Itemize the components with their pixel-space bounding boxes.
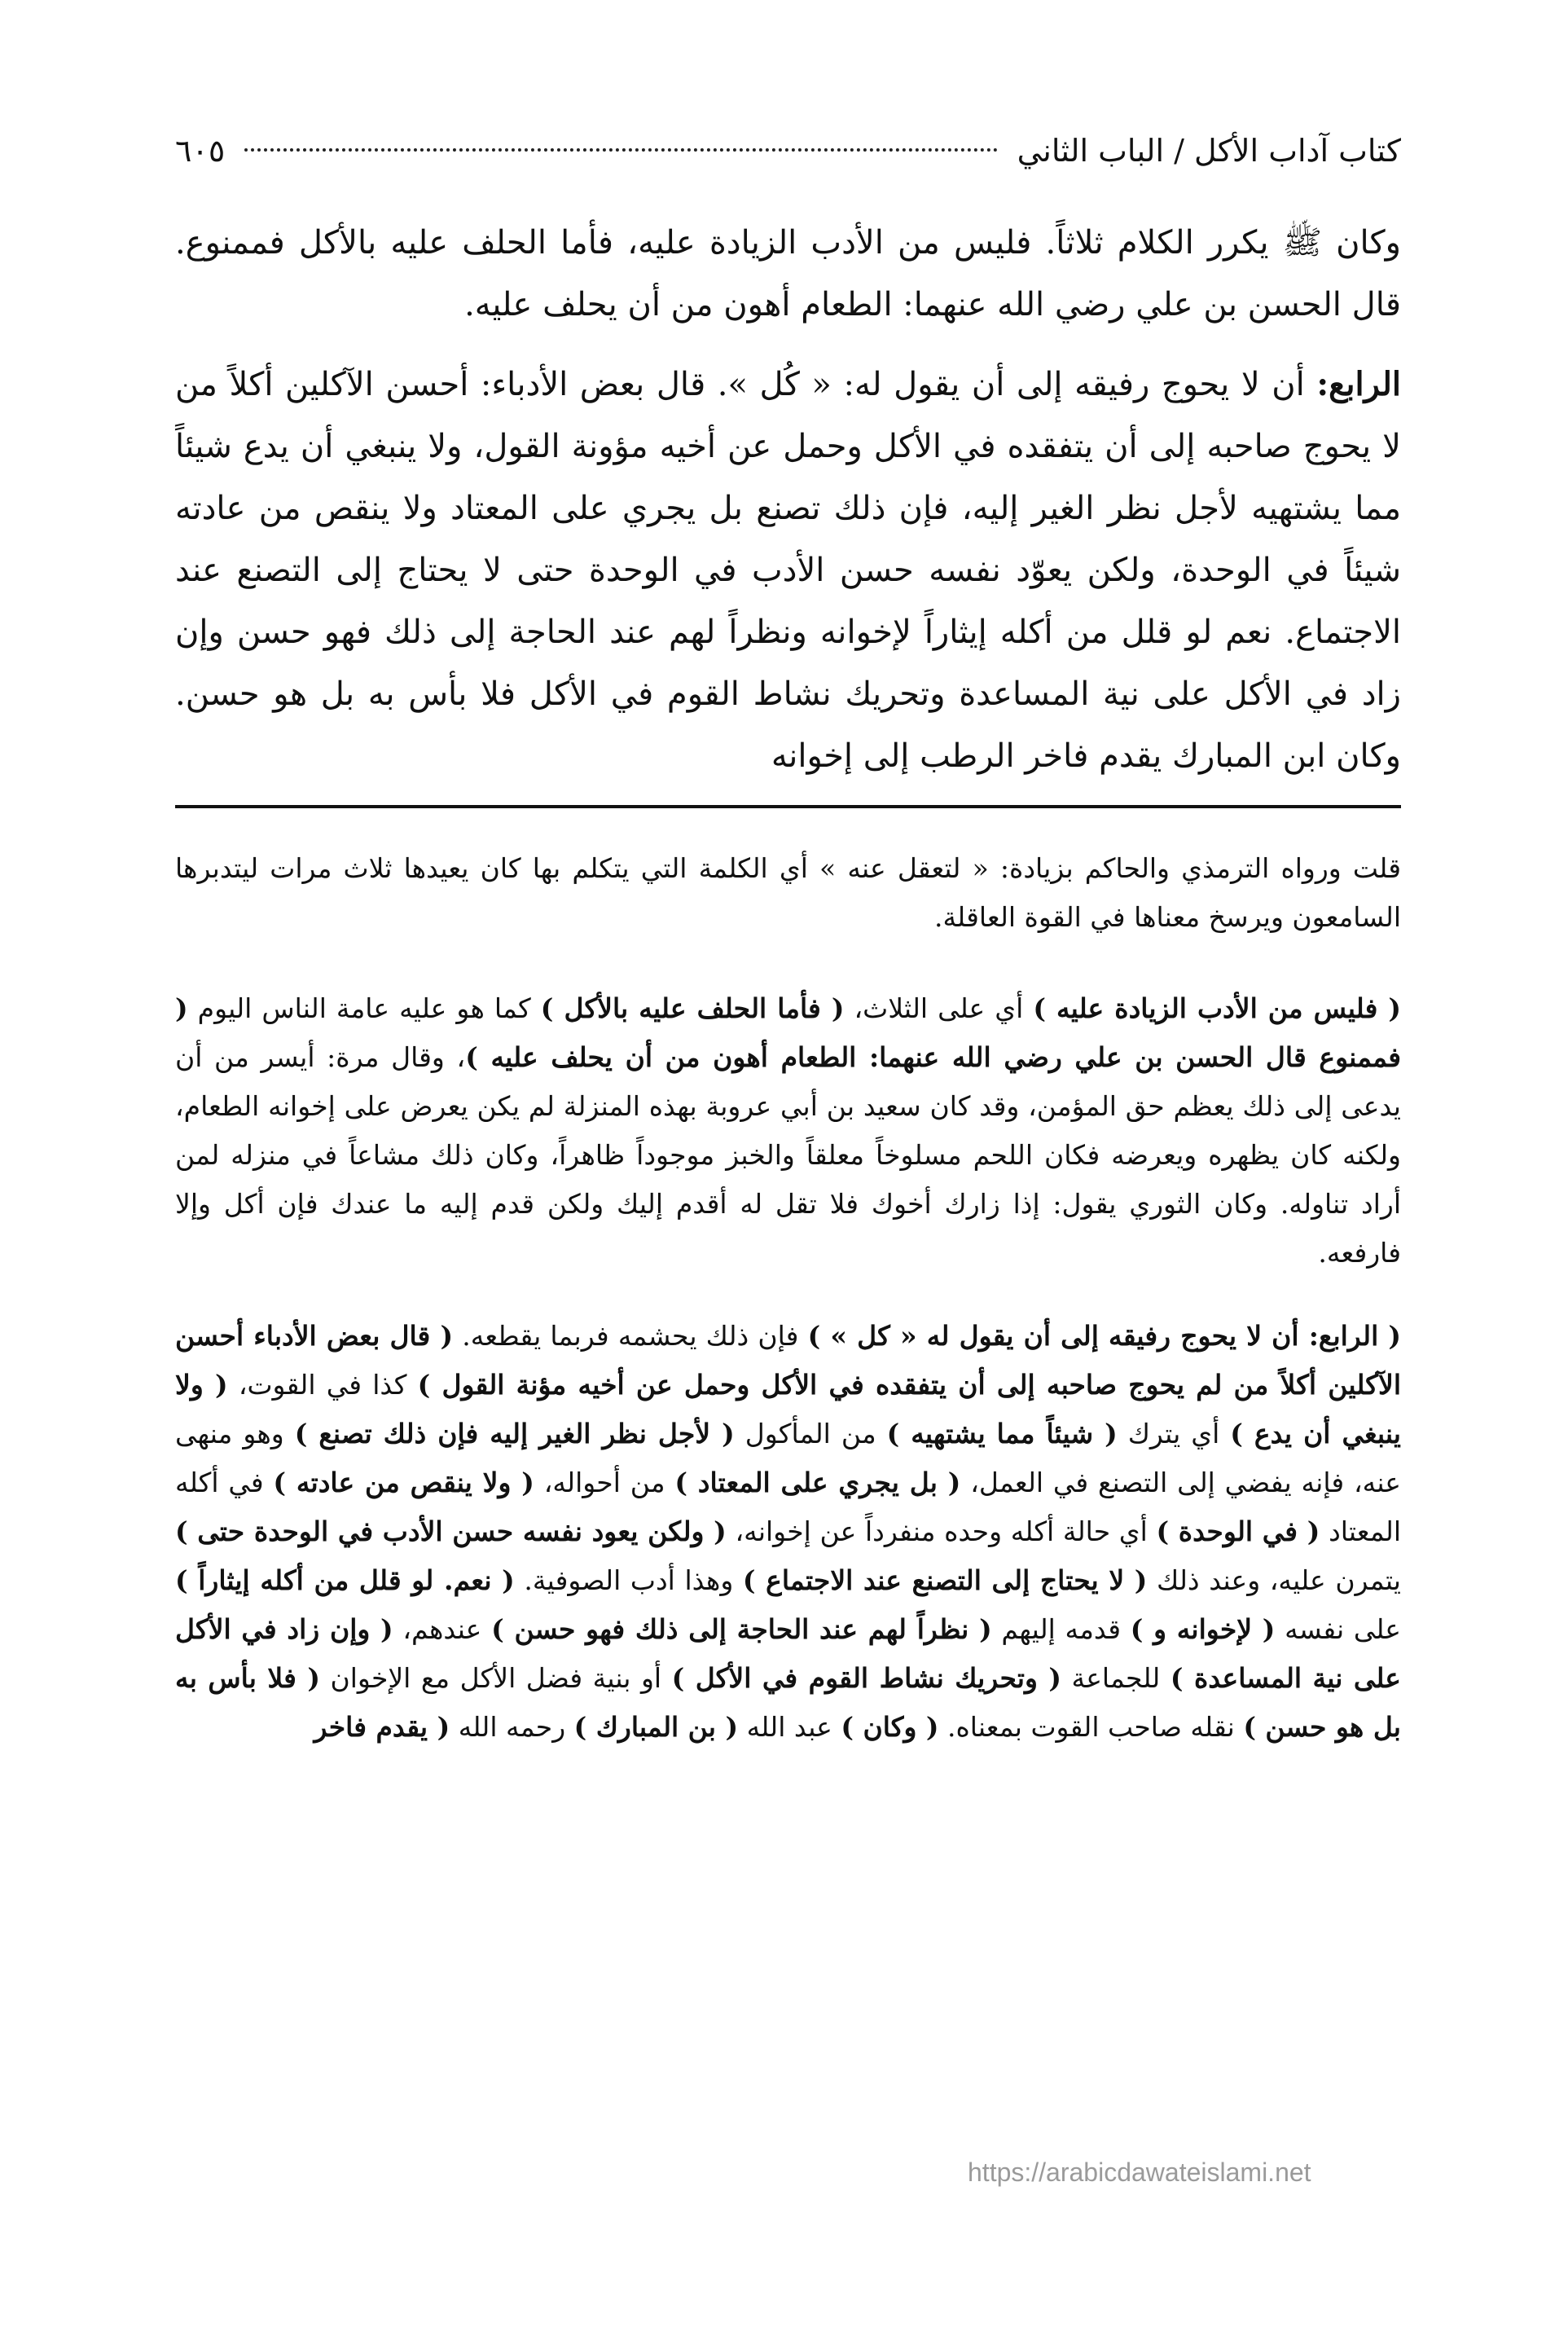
explanation-text: أي على الثلاث، — [844, 992, 1034, 1024]
explanation-text: في أكله المعتاد — [175, 1467, 1401, 1547]
explanation-text: أو بنية فضل الأكل مع الإخوان — [320, 1662, 672, 1694]
quoted-text: ( وإن زاد في الأكل على نية المساعدة ) — [175, 1613, 1402, 1694]
quoted-text: ( لا يحتاج إلى التصنع عند الاجتماع ) — [742, 1564, 1148, 1596]
quoted-text: ( لإخوانه و ) — [1130, 1613, 1276, 1645]
quoted-text: ( وكان ) — [841, 1711, 939, 1743]
explanation-text: من المأكول — [734, 1418, 887, 1449]
explanation-text: وهو منهى عنه، فإنه يفضي إلى التصنع في العمل، — [175, 1418, 1401, 1498]
explanation-text: يتمرن عليه، وعند ذلك — [1147, 1564, 1401, 1596]
commentary-note: قلت ورواه الترمذي والحاكم بزيادة: « لتعقل عنه » أي الكلمة التي يتكلم بها كان يعيدها ثلاث مرات ليتدبرها السامعون ويرسخ معناها في القوة العاقلة. — [175, 852, 1401, 933]
quoted-text: ( فممنوع قال الحسن بن علي رضي الله عنهما: الطعام أهون من أن يحلف عليه ) — [175, 992, 1402, 1073]
footnote-divider — [175, 805, 1401, 808]
explanation-text: من أحواله، — [534, 1467, 675, 1498]
quoted-text: ( الرابع: أن لا يحوج رفيقه إلى أن يقول له « كل » ) — [807, 1320, 1401, 1352]
explanation-text: للجماعة — [1061, 1662, 1171, 1694]
page-number: ٦٠٥ — [175, 133, 226, 169]
quoted-text: ( قال بعض الأدباء أحسن الآكلين أكلاً من لم يحوج صاحبه إلى أن يتفقده في الأكل وحمل عن أخيه مؤنة القول ) — [175, 1320, 1402, 1401]
quoted-text: ( فلا بأس به بل هو حسن ) — [175, 1662, 1401, 1743]
commentary-paragraph-1 — [175, 984, 1401, 1278]
explanation-text: عندهم، — [393, 1613, 492, 1645]
commentary — [175, 844, 1401, 1752]
quoted-text: ( نعم. لو قلل من أكله إيثاراً ) — [175, 1564, 515, 1596]
explanation-text: قدمه إليهم — [991, 1613, 1131, 1645]
explanation-text: أي يترك — [1117, 1418, 1231, 1449]
leader-dots — [244, 148, 997, 152]
quoted-text: ( في الوحدة ) — [1156, 1515, 1320, 1547]
running-header — [175, 122, 1401, 179]
main-paragraph-1: وكان ﷺ يكرر الكلام ثلاثاً. فليس من الأدب الزيادة عليه، فأما الحلف عليه بالأكل فممنوع. قال الحسن بن علي رضي الله عنهما: الطعام أهون من أن يحلف عليه. — [175, 224, 1401, 323]
main-text — [175, 212, 1401, 787]
commentary-paragraph-2 — [175, 1312, 1401, 1752]
quoted-text: ( شيئاً مما يشتهيه ) — [886, 1418, 1118, 1449]
quoted-text: ( ولا ينقص من عادته ) — [273, 1467, 534, 1498]
quoted-text: ( بن المبارك ) — [573, 1711, 739, 1743]
explanation-text: نقله صاحب القوت بمعناه. — [938, 1711, 1244, 1743]
explanation-text: فإن ذلك يحشمه فربما يقطعه. — [453, 1320, 808, 1352]
main-paragraph-2-lead: الرابع: — [1316, 365, 1402, 403]
quoted-text: ( ولا ينبغي أن يدع ) — [175, 1369, 1401, 1449]
book-page — [175, 122, 1401, 2322]
explanation-text: وهذا أدب الصوفية. — [514, 1564, 743, 1596]
explanation-text: عبد الله — [738, 1711, 841, 1743]
quoted-text: ( فأما الحلف عليه بالأكل ) — [540, 992, 845, 1024]
quoted-text: ( نظراً لهم عند الحاجة إلى ذلك فهو حسن ) — [491, 1613, 992, 1645]
explanation-text: ، وقال مرة: أيسر من أن يدعى إلى ذلك يعظم حق المؤمن، وقد كان سعيد بن أبي عروبة بهذه المنزلة لم يكن يعرض على إخوانه الطعام، ولكنه كان يظهره ويعرضه فكان اللحم مسلوخاً معلقاً والخبز موجوداً ظاهراً، وكان ذلك مشاعاً في منزله لمن أراد تناوله. وكان الثوري يقول: إذا زارك أخوك فلا تقل له أقدم إليك ولكن قدم إليه ما عندك فإن أكل وإلا فارفعه. — [175, 1041, 1401, 1269]
quoted-text: ( لأجل نظر الغير إليه فإن ذلك تصنع ) — [294, 1418, 735, 1449]
watermark-url: https://arabicdawateislami.net — [968, 2158, 1311, 2187]
chapter-title: كتاب آداب الأكل / الباب الثاني — [1017, 133, 1401, 169]
explanation-text: رحمه الله — [450, 1711, 574, 1743]
main-paragraph-2-body: أن لا يحوج رفيقه إلى أن يقول له: « كُل ». قال بعض الأدباء: أحسن الآكلين أكلاً من لا يحوج صاحبه إلى أن يتفقده في الأكل وحمل عن أخيه مؤونة القول، ولا ينبغي أن يدع شيئاً مما يشتهيه لأجل نظر الغير إليه، فإن ذلك تصنع بل يجري على المعتاد ولا ينقص من عادته شيئاً في الوحدة، ولكن يعوّد نفسه حسن الأدب في الوحدة حتى لا يحتاج إلى التصنع عند الاجتماع. نعم لو قلل من أكله إيثاراً لإخوانه ونظراً لهم عند الحاجة إلى ذلك فهو حسن وإن زاد في الأكل على نية المساعدة وتحريك نشاط القوم في الأكل فلا بأس به بل هو حسن. وكان ابن المبارك يقدم فاخر الرطب إلى إخوانه — [175, 366, 1401, 775]
quoted-text: ( وتحريك نشاط القوم في الأكل ) — [671, 1662, 1062, 1694]
explanation-text: كذا في القوت، — [227, 1369, 418, 1401]
explanation-text: على نفسه — [1275, 1613, 1401, 1645]
quoted-text: ( فليس من الأدب الزيادة عليه ) — [1033, 992, 1402, 1024]
quoted-text: ( بل يجري على المعتاد ) — [674, 1467, 961, 1498]
quoted-text: ( يقدم فاخر — [314, 1711, 450, 1743]
main-paragraph-2 — [175, 354, 1401, 787]
explanation-text: أي حالة أكله وحده منفرداً عن إخوانه، — [726, 1515, 1157, 1547]
quoted-text: ( ولكن يعود نفسه حسن الأدب في الوحدة حتى ) — [175, 1515, 727, 1547]
explanation-text: كما هو عليه عامة الناس اليوم — [187, 992, 541, 1024]
